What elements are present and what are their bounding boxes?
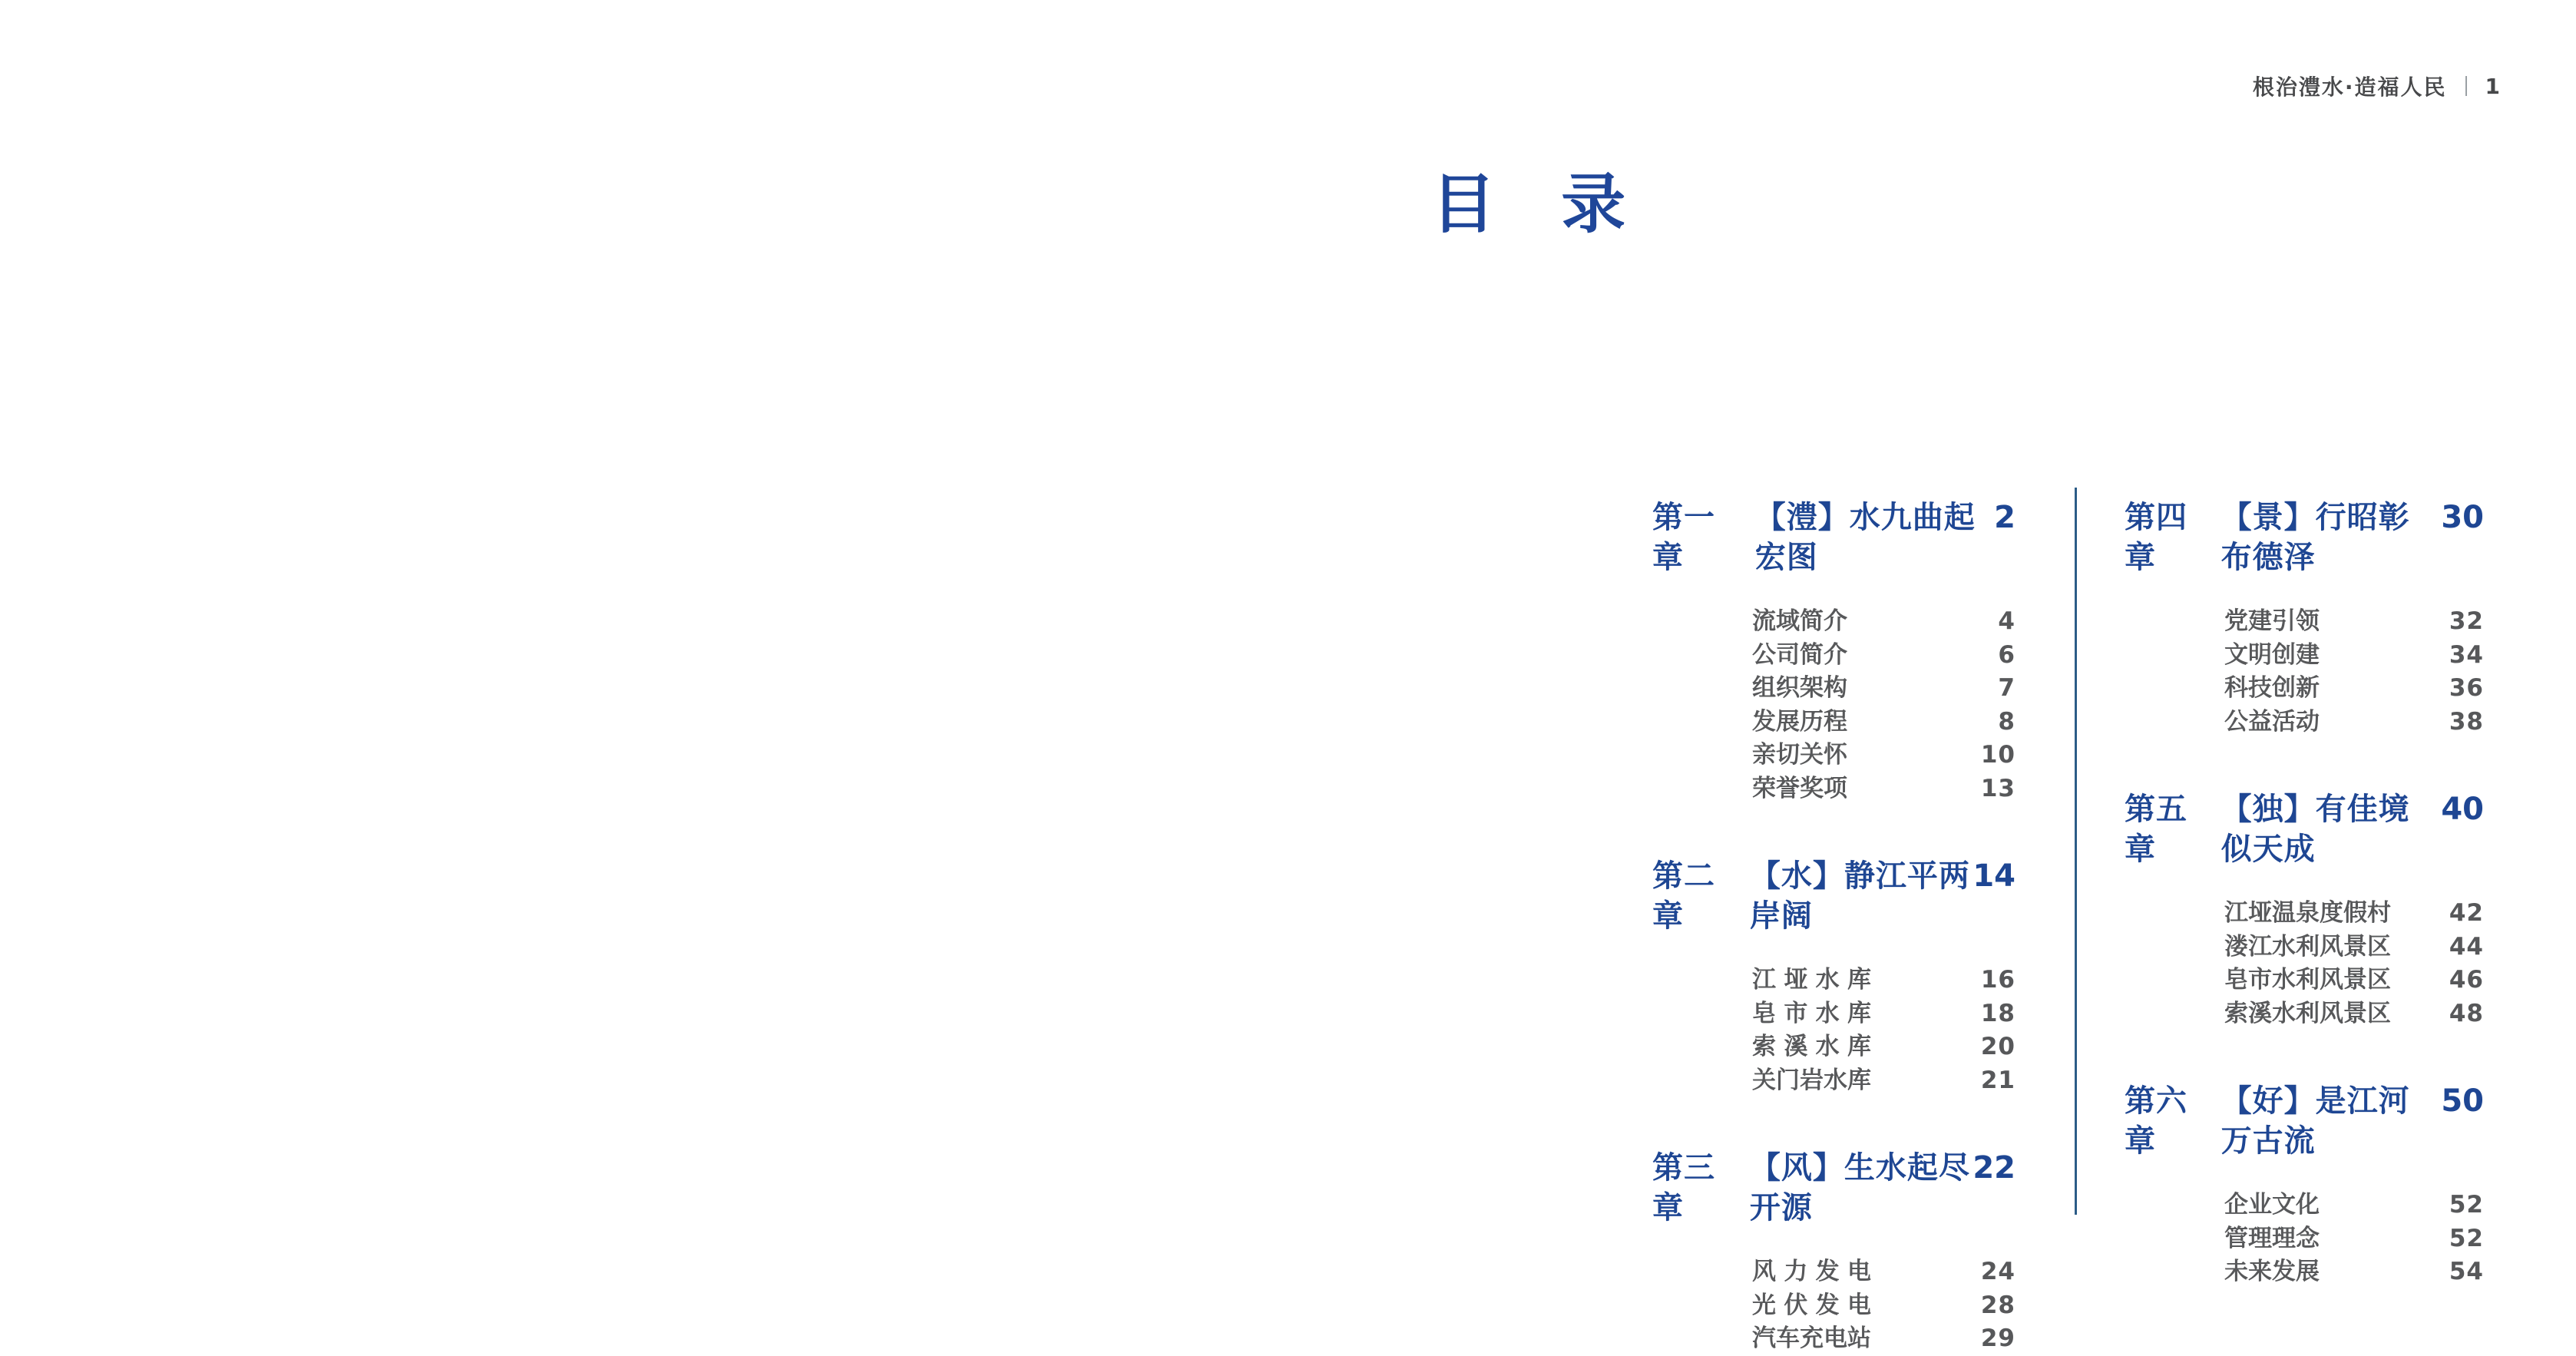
toc-item-page-number: 29 (1980, 1325, 2015, 1352)
toc-item-label: 发展历程 (1752, 707, 1847, 736)
chapter-page-number: 14 (1973, 858, 2015, 894)
toc-item-row[interactable] (1652, 1255, 2015, 1289)
toc-item-page-number: 52 (2449, 1224, 2484, 1252)
toc-item-row[interactable] (2125, 1255, 2484, 1289)
toc-item-row[interactable] (2125, 1189, 2484, 1222)
toc-item-label: 企业文化 (2224, 1191, 2320, 1219)
toc-item-row[interactable] (2125, 706, 2484, 739)
chapter-number: 第六章 (2125, 1083, 2187, 1159)
chapter-number: 第二章 (1652, 858, 1715, 934)
chapter-number: 第四章 (2125, 500, 2187, 575)
toc-item-row[interactable] (1652, 739, 2015, 772)
toc-item-row[interactable] (2125, 897, 2484, 931)
toc-item-page-number: 46 (2449, 966, 2484, 994)
toc-item-page-number: 10 (1980, 741, 2015, 769)
toc-item-row[interactable] (1652, 706, 2015, 739)
toc-item-page-number: 28 (1980, 1291, 2015, 1319)
toc-item-page-number: 44 (2449, 932, 2484, 961)
page-title: 目 录 (1431, 167, 1628, 242)
toc-item-label: 江垭水库 (1752, 966, 1871, 994)
toc-item-row[interactable] (2125, 997, 2484, 1031)
chapter-number: 第三章 (1652, 1150, 1715, 1225)
toc-item-label: 关门岩水库 (1752, 1066, 1871, 1094)
toc-item-label: 管理理念 (2224, 1224, 2320, 1252)
toc-item-page-number: 36 (2449, 674, 2484, 702)
toc-item-row[interactable] (2125, 1222, 2484, 1256)
toc-item-row[interactable] (1652, 1289, 2015, 1323)
toc-item-label: 公司简介 (1752, 640, 1847, 669)
toc-item-page-number: 6 (1998, 640, 2015, 669)
toc-item-label: 科技创新 (2224, 674, 2320, 702)
toc-item-label: 荣誉奖项 (1752, 774, 1847, 802)
chapter-page-number: 22 (1973, 1150, 2015, 1186)
toc-item-row[interactable] (2125, 639, 2484, 673)
chapter-items (2125, 605, 2484, 739)
chapter-block (1652, 1148, 2015, 1356)
toc-item-row[interactable] (2125, 964, 2484, 997)
chapter-heading-row[interactable] (1652, 498, 2015, 577)
toc-item-row[interactable] (1652, 997, 2015, 1031)
toc-item-page-number: 18 (1980, 999, 2015, 1027)
toc-item-row[interactable] (1652, 639, 2015, 673)
toc-item-page-number: 16 (1980, 966, 2015, 994)
toc-item-label: 索溪水利风景区 (2224, 999, 2391, 1027)
toc-item-page-number: 48 (2449, 999, 2484, 1027)
chapter-title: 【景】行昭彰布德泽 (2221, 500, 2410, 575)
running-header (2253, 71, 2502, 101)
chapter-page-number: 30 (2441, 500, 2484, 535)
toc-item-label: 公益活动 (2224, 707, 2320, 736)
toc-item-page-number: 34 (2449, 640, 2484, 669)
toc-item-page-number: 54 (2449, 1258, 2484, 1285)
toc-item-label: 流域简介 (1752, 607, 1847, 635)
toc-item-page-number: 8 (1998, 707, 2015, 736)
chapter-block (1652, 856, 2015, 1097)
chapter-items (1652, 605, 2015, 805)
toc-item-row[interactable] (1652, 1030, 2015, 1064)
toc-item-label: 汽车充电站 (1752, 1325, 1871, 1352)
header-page-number: 1 (2485, 73, 2502, 99)
chapter-heading-row[interactable] (1652, 856, 2015, 936)
chapter-heading-row[interactable] (2125, 498, 2484, 577)
chapter-heading-row[interactable] (1652, 1148, 2015, 1228)
chapter-items (1652, 964, 2015, 1097)
toc-item-page-number: 42 (2449, 899, 2484, 927)
toc-column-0 (1652, 498, 2015, 1356)
chapter-page-number: 40 (2441, 792, 2484, 827)
toc-item-page-number: 52 (2449, 1191, 2484, 1219)
toc-column-1 (2125, 498, 2484, 1289)
toc-item-label: 光伏发电 (1752, 1291, 1871, 1319)
toc-item-label: 索溪水库 (1752, 1033, 1871, 1060)
toc-item-row[interactable] (1652, 605, 2015, 639)
chapter-items (1652, 1255, 2015, 1356)
toc-item-page-number: 32 (2449, 607, 2484, 635)
chapter-block (2125, 1081, 2484, 1289)
chapter-title: 【澧】水九曲起宏图 (1754, 500, 1976, 575)
toc-item-label: 皂市水库 (1752, 999, 1871, 1027)
chapter-title: 【好】是江河万古流 (2221, 1083, 2410, 1159)
chapter-number: 第五章 (2125, 792, 2187, 867)
chapter-page-number: 2 (1994, 500, 2015, 535)
chapter-heading-row[interactable] (2125, 789, 2484, 869)
chapter-number: 第一章 (1652, 500, 1715, 575)
toc-item-label: 未来发展 (2224, 1258, 2320, 1285)
toc-item-page-number: 21 (1980, 1066, 2015, 1094)
toc-item-label: 亲切关怀 (1752, 741, 1847, 769)
toc-item-label: 溇江水利风景区 (2224, 932, 2391, 961)
toc-item-page-number: 24 (1980, 1258, 2015, 1285)
toc-item-page-number: 4 (1998, 607, 2015, 635)
toc-item-row[interactable] (1652, 772, 2015, 806)
toc-item-label: 组织架构 (1752, 674, 1847, 702)
toc-item-page-number: 13 (1980, 774, 2015, 802)
chapter-block (1652, 498, 2015, 805)
toc-item-label: 风力发电 (1752, 1258, 1871, 1285)
toc-item-row[interactable] (1652, 672, 2015, 706)
toc-item-row[interactable] (2125, 931, 2484, 964)
toc-item-row[interactable] (1652, 964, 2015, 997)
toc (1652, 498, 2485, 1356)
chapter-block (2125, 498, 2484, 739)
toc-item-row[interactable] (2125, 672, 2484, 706)
chapter-title: 【独】有佳境似天成 (2221, 792, 2410, 867)
header-divider-bar (2465, 76, 2467, 96)
toc-item-page-number: 20 (1980, 1033, 2015, 1060)
chapter-items (2125, 897, 2484, 1030)
toc-item-row[interactable] (2125, 605, 2484, 639)
chapter-items (2125, 1189, 2484, 1289)
running-header-title: 根治澧水·造福人民 (2252, 74, 2447, 100)
toc-item-label: 党建引领 (2224, 607, 2320, 635)
chapter-block (2125, 789, 2484, 1030)
toc-item-label: 文明创建 (2224, 640, 2320, 669)
chapter-page-number: 50 (2441, 1083, 2484, 1119)
toc-item-page-number: 7 (1998, 674, 2015, 702)
column-divider (2075, 488, 2077, 1215)
chapter-title: 【水】静江平两岸阔 (1749, 858, 1970, 934)
toc-item-page-number: 38 (2449, 707, 2484, 736)
chapter-title: 【风】生水起尽开源 (1749, 1150, 1970, 1225)
toc-item-row[interactable] (1652, 1064, 2015, 1098)
toc-item-label: 江垭温泉度假村 (2224, 899, 2391, 927)
chapter-heading-row[interactable] (2125, 1081, 2484, 1161)
toc-item-row[interactable] (1652, 1322, 2015, 1356)
toc-item-label: 皂市水利风景区 (2224, 966, 2391, 994)
